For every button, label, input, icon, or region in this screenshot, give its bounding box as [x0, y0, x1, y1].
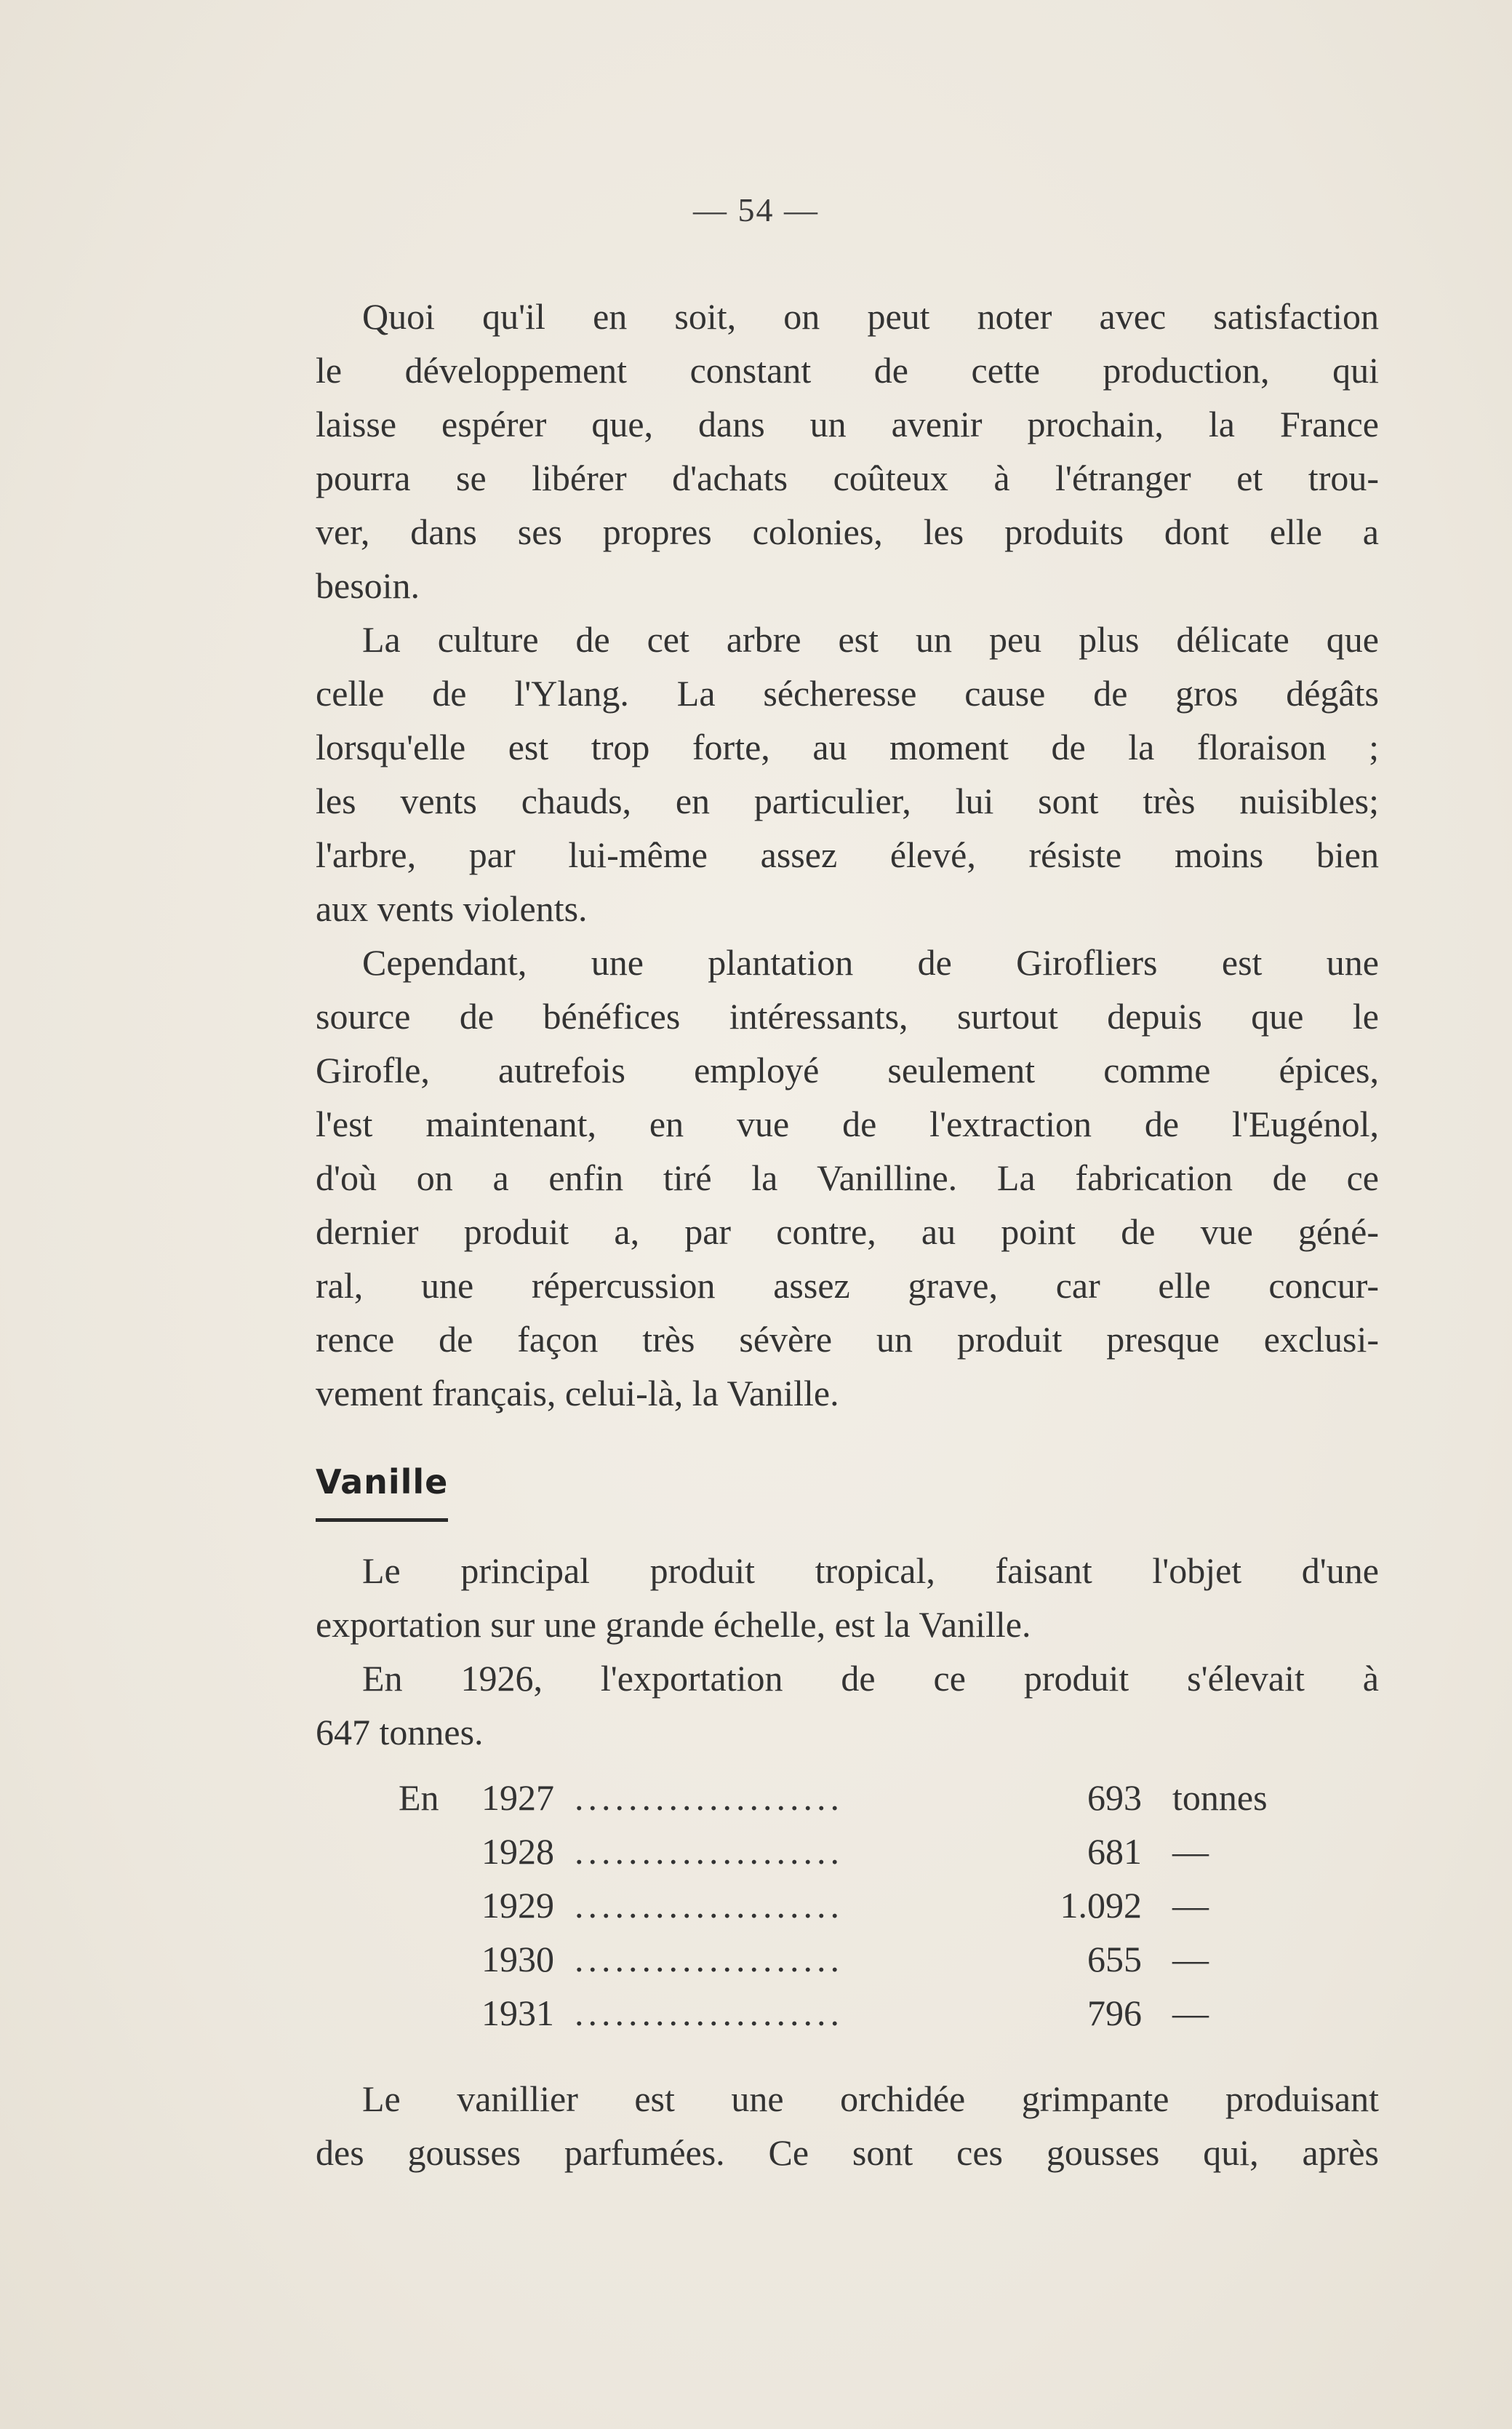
text-line: l'arbre, par lui-même assez élevé, résiste moins bien: [316, 834, 1379, 875]
leader-dots: ....................: [575, 1831, 844, 1872]
table-row: [0, 1771, 1512, 1824]
row-year: 1930: [481, 1939, 554, 1979]
row-year: 1929: [481, 1885, 554, 1926]
text-line: aux vents violents.: [316, 888, 588, 929]
text-line: l'est maintenant, en vue de l'extraction de l'Eugénol,: [316, 1104, 1379, 1144]
text-line: dernier produit a, par contre, au point de vue géné-: [316, 1211, 1379, 1252]
text-line: rence de façon très sévère un produit presque exclusi-: [316, 1319, 1379, 1360]
text-line: laisse espérer que, dans un avenir prochain, la France: [316, 404, 1379, 444]
text-line: ral, une répercussion assez grave, car elle concur-: [316, 1265, 1379, 1306]
row-unit: —: [1172, 1831, 1209, 1872]
text-line: La culture de cet arbre est un peu plus délicate que: [362, 619, 1379, 660]
text-line: le développement constant de cette production, qui: [316, 350, 1379, 391]
text-line: Girofle, autrefois employé seulement comme épices,: [316, 1050, 1379, 1090]
row-unit: —: [1172, 1885, 1209, 1926]
text-line: Quoi qu'il en soit, on peut noter avec satisfaction: [362, 296, 1379, 337]
table-row: [0, 1932, 1512, 1986]
section-heading: Vanille: [316, 1462, 449, 1501]
row-prefix: En: [399, 1777, 439, 1818]
text-line: lorsqu'elle est trop forte, au moment de la floraison ;: [316, 727, 1379, 767]
text-line: vement français, celui-là, la Vanille.: [316, 1373, 839, 1413]
text-line: 647 tonnes.: [316, 1712, 484, 1752]
text-line: besoin.: [316, 565, 420, 606]
row-unit: —: [1172, 1939, 1209, 1979]
text-line: En 1926, l'exportation de ce produit s'élevait à: [362, 1658, 1379, 1699]
text-line: les vents chauds, en particulier, lui sont très nuisibles;: [316, 781, 1379, 821]
page-number: — 54 —: [693, 191, 819, 228]
row-year: 1928: [481, 1831, 554, 1872]
text-line: pourra se libérer d'achats coûteux à l'étranger et trou-: [316, 458, 1379, 498]
text-line: Cependant, une plantation de Girofliers est une: [362, 942, 1379, 983]
leader-dots: ....................: [575, 1993, 844, 2033]
text-line: des gousses parfumées. Ce sont ces gousses qui, après: [316, 2132, 1379, 2173]
text-line: source de bénéfices intéressants, surtout depuis que le: [316, 996, 1379, 1037]
row-value: 655: [1087, 1939, 1142, 1979]
row-value: 693: [1087, 1777, 1142, 1818]
leader-dots: ....................: [575, 1777, 844, 1818]
text-line: celle de l'Ylang. La sécheresse cause de gros dégâts: [316, 673, 1379, 714]
heading-underline: [316, 1518, 448, 1522]
text-line: Le vanillier est une orchidée grimpante produisant: [362, 2078, 1379, 2119]
row-unit: tonnes: [1172, 1777, 1268, 1818]
row-value: 796: [1087, 1993, 1142, 2033]
table-row: [0, 1824, 1512, 1878]
row-year: 1927: [481, 1777, 554, 1818]
text-line: ver, dans ses propres colonies, les produits dont elle a: [316, 511, 1379, 552]
table-row: [0, 1878, 1512, 1932]
row-value: 681: [1087, 1831, 1142, 1872]
table-row: [0, 1986, 1512, 2040]
row-value: 1.092: [1060, 1885, 1142, 1926]
text-line: Le principal produit tropical, faisant l'objet d'une: [362, 1550, 1379, 1591]
row-year: 1931: [481, 1993, 554, 2033]
row-unit: —: [1172, 1993, 1209, 2033]
text-line: exportation sur une grande échelle, est la Vanille.: [316, 1604, 1031, 1645]
text-line: d'où on a enfin tiré la Vanilline. La fabrication de ce: [316, 1157, 1379, 1198]
leader-dots: ....................: [575, 1885, 844, 1926]
leader-dots: ....................: [575, 1939, 844, 1979]
